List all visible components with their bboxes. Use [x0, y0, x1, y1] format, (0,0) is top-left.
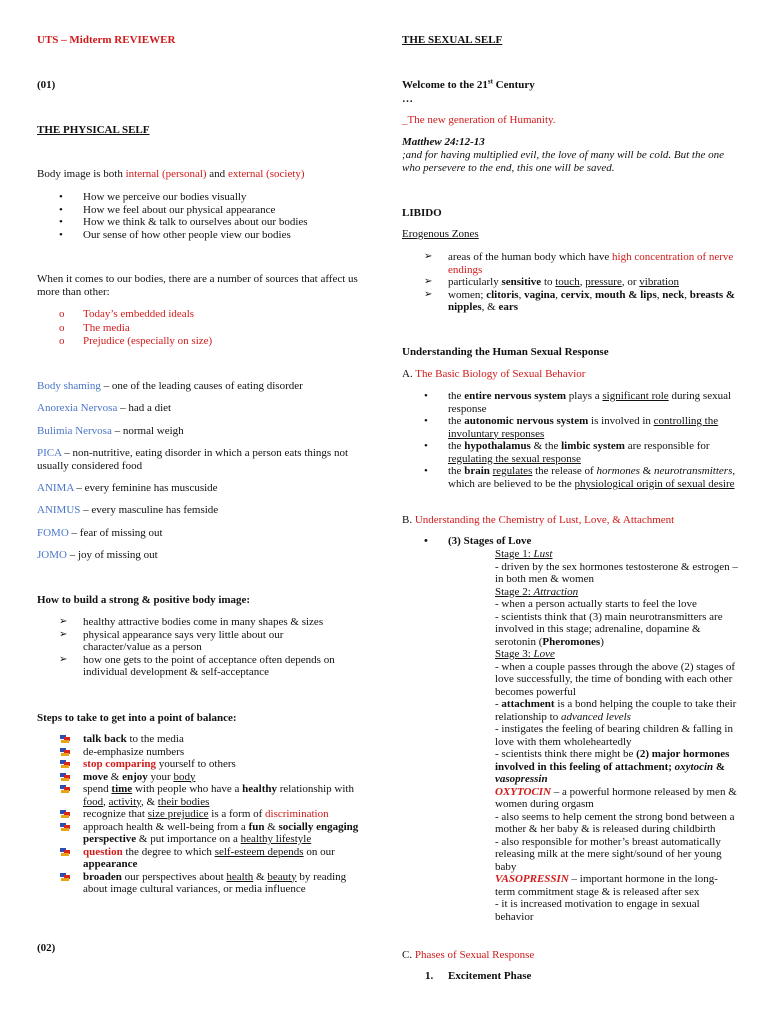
- stage-2-label: Stage 2: Attraction: [495, 585, 579, 598]
- bullet-icon: [60, 823, 70, 832]
- list-item: • How we think & talk to ourselves about our bodies: [37, 216, 367, 229]
- term-bulimia: Bulimia Nervosa – normal weigh: [37, 425, 184, 437]
- vasopressin-text: - it is increased motivation to engage in sexual behavior: [495, 898, 700, 923]
- list-item: ➢ women; clitoris, vagina, cervix, mouth & lips, neck, breasts & nipples, & ears: [402, 289, 738, 314]
- list-item: ➢ how one gets to the point of acceptance often depends on individual development & self-acceptance: [37, 654, 347, 679]
- stages-of-love-title: • (3) Stages of Love: [402, 535, 738, 548]
- stage-3-text: - attachment is a bond helping the couple to take their relationship to advanced levels: [495, 698, 737, 723]
- bullet-icon: [60, 748, 70, 757]
- section-number-01: (01): [37, 79, 56, 91]
- sexual-self-title: THE SEXUAL SELF: [402, 34, 503, 46]
- term-pica: PICA – non-nutritive, eating disorder in which a person eats things not usually considered food: [37, 447, 349, 472]
- section-b-heading: B. Understanding the Chemistry of Lust, Love, & Attachment: [402, 514, 675, 526]
- list-item: • How we perceive our bodies visually: [37, 191, 367, 204]
- term-body-shaming: Body shaming – one of the leading causes of eating disorder: [37, 380, 303, 392]
- bullet-icon: [60, 760, 70, 769]
- build-body-image-title: How to build a strong & positive body image:: [37, 594, 251, 606]
- term-anima: ANIMA – every feminine has muscuside: [37, 482, 218, 494]
- stages-list: [402, 535, 738, 548]
- term-jomo: JOMO – joy of missing out: [37, 549, 158, 561]
- sexual-response-title: Understanding the Human Sexual Response: [402, 346, 609, 358]
- physical-self-title: THE PHYSICAL SELF: [37, 124, 150, 136]
- bullet-icon: [60, 773, 70, 782]
- bullet-icon: [60, 873, 70, 882]
- body-image-list: [37, 191, 367, 241]
- build-body-image-list: [37, 616, 347, 679]
- bullet-icon: [60, 785, 70, 794]
- bullet-icon: [60, 848, 70, 857]
- steps-balance-list: [37, 733, 367, 896]
- list-item: ➢ physical appearance says very little about our character/value as a person: [37, 629, 347, 654]
- stage-1-text: - driven by the sex hormones testosterone & estrogen – in both men & women: [495, 560, 738, 585]
- list-item: recognize that size prejudice is a form of discrimination: [37, 808, 367, 821]
- stage-3-text: - instigates the feeling of bearing children & falling in love with them wholeheartedly: [495, 723, 733, 748]
- stage-3-text: - when a couple passes through the above (2) stages of love successfully, the time of bonding with each other becomes powerful: [495, 660, 736, 698]
- list-item: • How we feel about our physical appearance: [37, 204, 367, 217]
- stages-of-love: [402, 548, 738, 923]
- steps-balance-title: Steps to take to get into a point of balance:: [37, 712, 237, 724]
- vasopressin-text: VASOPRESSIN – important hormone in the long-term commitment stage & is released after sex: [495, 873, 718, 898]
- verse-reference: Matthew 24:12-13: [402, 136, 485, 148]
- section-a-heading: A. The Basic Biology of Sexual Behavior: [402, 368, 586, 380]
- section-c-heading: C. Phases of Sexual Response: [402, 949, 535, 961]
- sources-intro: When it comes to our bodies, there are a number of sources that affect us more than other:: [37, 273, 358, 298]
- body-image-intro: Body image is both internal (personal) and external (society): [37, 168, 305, 180]
- term-animus: ANIMUS – every masculine has femside: [37, 504, 219, 516]
- biology-list: [402, 390, 738, 490]
- list-item: • the autonomic nervous system is involved in controlling the involuntary responses: [402, 415, 738, 440]
- libido-heading: LIBIDO: [402, 207, 442, 219]
- erogenous-list: [402, 251, 738, 314]
- list-item: o The media: [37, 322, 367, 336]
- list-item: spend time with people who have a healthy relationship with food, activity, & their bodies: [37, 783, 367, 808]
- list-item: ➢ healthy attractive bodies come in many shapes & sizes: [37, 616, 347, 629]
- bullet-icon: [60, 735, 70, 744]
- list-item: broaden our perspectives about health & beauty by reading about image cultural variances, or media influence: [37, 871, 367, 896]
- list-item: o Today’s embedded ideals: [37, 308, 367, 322]
- term-fomo: FOMO – fear of missing out: [37, 527, 163, 539]
- new-generation: _The new generation of Humanity.: [402, 114, 556, 126]
- oxytocin-text: OXYTOCIN – a powerful hormone released by men & women during orgasm: [495, 785, 737, 810]
- list-item: ➢ particularly sensitive to touch, pressure, or vibration: [402, 276, 738, 289]
- list-item: question the degree to which self-esteem depends on our appearance: [37, 846, 367, 871]
- stage-3-text: - scientists think there might be (2) major hormones involved in this feeling of attachment; oxytocin & vasopressin: [495, 748, 730, 785]
- sources-list: [37, 308, 367, 349]
- list-item: • Our sense of how other people view our bodies: [37, 229, 367, 242]
- list-item: stop comparing yourself to others: [37, 758, 367, 771]
- list-item: o Prejudice (especially on size): [37, 335, 367, 349]
- stage-2-text: - when a person actually starts to feel the love: [495, 598, 697, 610]
- list-item: ➢ areas of the human body which have high concentration of nerve endings: [402, 251, 738, 276]
- list-item: move & enjoy your body: [37, 771, 367, 784]
- welcome-ellipsis: …: [402, 93, 413, 105]
- list-item: • the entire nervous system plays a significant role during sexual response: [402, 390, 738, 415]
- term-anorexia: Anorexia Nervosa – had a diet: [37, 402, 172, 414]
- list-item: • the hypothalamus & the limbic system are responsible for regulating the sexual response: [402, 440, 738, 465]
- stage-3-label: Stage 3: Love: [495, 648, 555, 660]
- phases-list: [402, 970, 738, 983]
- erogenous-zones: Erogenous Zones: [402, 228, 479, 240]
- stage-1-label: Stage 1: Lust: [495, 548, 553, 560]
- list-item: approach health & well-being from a fun & socially engaging perspective & put importance on a healthy lifestyle: [37, 821, 367, 846]
- reviewer-heading: UTS – Midterm REVIEWER: [37, 34, 176, 46]
- section-number-02: (02): [37, 942, 56, 954]
- list-item: talk back to the media: [37, 733, 367, 746]
- list-item: • the brain regulates the release of hormones & neurotransmitters, which are believed to be the physiological origin of sexual desire: [402, 465, 738, 490]
- list-item: 1. Excitement Phase: [425, 970, 532, 982]
- verse-text: ;and for having multiplied evil, the love of many will be cold. But the one who persevere to the end, this one will be saved.: [402, 149, 724, 174]
- bullet-icon: [60, 810, 70, 819]
- oxytocin-text: - also responsible for mother’s breast automatically releasing milk at the mere sight/sound of her young baby: [495, 835, 722, 873]
- list-item: de-emphasize numbers: [37, 746, 367, 759]
- stage-2-text: - scientists think that (3) main neurotransmitters are involved in this stage; adrenaline, dopamine & serotonin (Pheromones): [495, 610, 723, 648]
- oxytocin-text: - also seems to help cement the strong bond between a mother & her baby & is released during childbirth: [495, 810, 735, 835]
- welcome-line: Welcome to the 21st Century: [402, 77, 535, 91]
